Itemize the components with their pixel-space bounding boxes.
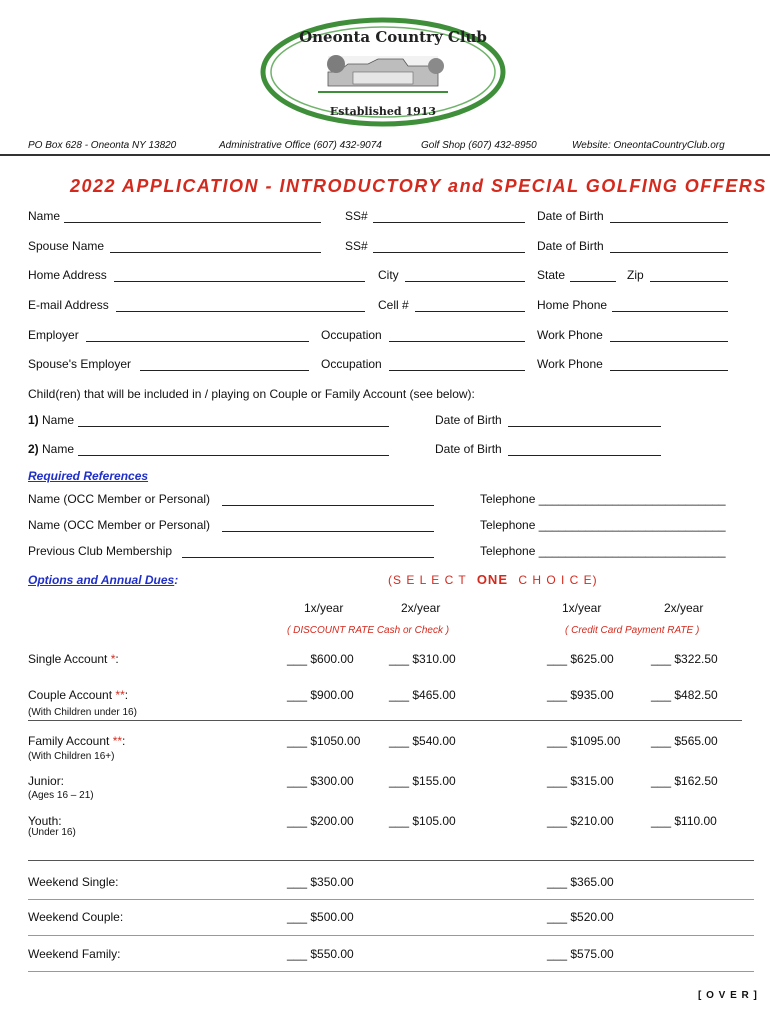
option-family-2x-discount[interactable]: ___ $540.00 [389, 734, 456, 748]
ref2-label: Name (OCC Member or Personal) [28, 518, 211, 532]
row-divider [28, 935, 754, 936]
employer-label: Employer [28, 328, 79, 342]
option-single-1x-credit[interactable]: ___ $625.00 [547, 652, 614, 666]
zip-field[interactable] [650, 281, 728, 282]
row-divider [28, 720, 742, 721]
row-label-colon: : [124, 688, 129, 702]
option-couple-2x-discount[interactable]: ___ $465.00 [389, 688, 456, 702]
previous-club-label: Previous Club Membership [28, 544, 173, 558]
option-youth-2x-discount[interactable]: ___ $105.00 [389, 814, 456, 828]
row-label-mark: ** [115, 688, 125, 702]
dob2-field[interactable] [610, 252, 728, 253]
row-sublabel: (Ages 16 – 21) [28, 790, 94, 801]
zip-label: Zip [627, 268, 644, 282]
logo-name-text: Oneonta Country Club [299, 28, 487, 46]
name-label: Name [28, 209, 61, 223]
option-junior-2x-credit[interactable]: ___ $162.50 [651, 774, 718, 788]
employer-field[interactable] [86, 341, 309, 342]
child2-number: 2) [28, 442, 39, 456]
options-heading-text: Options and Annual Dues [28, 573, 175, 587]
dob1-label: Date of Birth [537, 209, 604, 223]
option-youth-2x-credit[interactable]: ___ $110.00 [651, 814, 717, 828]
option-single-1x-discount[interactable]: ___ $600.00 [287, 652, 354, 666]
spouse-employer-field[interactable] [140, 370, 309, 371]
children-intro: Child(ren) that will be included in / playing on Couple or Family Account (see below): [28, 387, 475, 401]
header-website: Website: OneontaCountryClub.org [572, 140, 725, 151]
ref1-telephone[interactable]: Telephone ____________________________ [480, 492, 726, 506]
work-phone2-label: Work Phone [537, 357, 603, 371]
row-label: Youth: [28, 814, 62, 828]
ref2-field[interactable] [222, 531, 434, 532]
row-label-colon: : [115, 652, 119, 666]
previous-club-field[interactable] [182, 557, 434, 558]
occupation1-label: Occupation [321, 328, 382, 342]
row-label-mark: ** [112, 734, 123, 748]
row-divider [28, 899, 754, 900]
ref1-label: Name (OCC Member or Personal) [28, 492, 211, 506]
option-family-1x-credit[interactable]: ___ $1095.00 [547, 734, 621, 748]
option-couple-1x-discount[interactable]: ___ $900.00 [287, 688, 354, 702]
option-junior-2x-discount[interactable]: ___ $155.00 [389, 774, 456, 788]
option-single-2x-discount[interactable]: ___ $310.00 [389, 652, 456, 666]
ss1-label: SS# [345, 209, 368, 223]
email-label: E-mail Address [28, 298, 109, 312]
work-phone1-field[interactable] [610, 341, 728, 342]
row-sublabel: (With Children 16+) [28, 751, 115, 762]
option-couple-1x-credit[interactable]: ___ $935.00 [547, 688, 614, 702]
header-po-box: PO Box 628 - Oneonta NY 13820 [28, 140, 177, 151]
ref2-telephone[interactable]: Telephone ____________________________ [480, 518, 726, 532]
discount-rate-note: ( DISCOUNT RATE Cash or Check ) [287, 625, 450, 636]
row-sublabel: (Under 16) [28, 827, 76, 838]
option-youth-1x-credit[interactable]: ___ $210.00 [547, 814, 614, 828]
child2-name-field[interactable] [78, 455, 389, 456]
select-text-c: C H O I C E) [518, 573, 598, 587]
over-indicator: [ O V E R ] [698, 990, 758, 1001]
option-junior-1x-credit[interactable]: ___ $315.00 [547, 774, 614, 788]
state-label: State [537, 268, 566, 282]
child1-number: 1) [28, 413, 39, 427]
option-weekend-single-discount[interactable]: ___ $350.00 [287, 875, 354, 889]
dob1-field[interactable] [610, 222, 728, 223]
dob2-label: Date of Birth [537, 239, 604, 253]
option-weekend-couple-credit[interactable]: ___ $520.00 [547, 910, 614, 924]
option-couple-2x-credit[interactable]: ___ $482.50 [651, 688, 718, 702]
cell-label: Cell # [378, 298, 409, 312]
home-phone-field[interactable] [612, 311, 728, 312]
row-label [28, 688, 128, 702]
row-label [28, 652, 119, 666]
spouse-name-label: Spouse Name [28, 239, 105, 253]
city-field[interactable] [405, 281, 525, 282]
select-text-b: ONE [476, 572, 508, 587]
option-weekend-single-credit[interactable]: ___ $365.00 [547, 875, 614, 889]
child1-name-field[interactable] [78, 426, 389, 427]
option-weekend-couple-discount[interactable]: ___ $500.00 [287, 910, 354, 924]
logo-established: Established 1913 [329, 105, 437, 118]
options-heading [28, 573, 178, 587]
work-phone2-field[interactable] [610, 370, 728, 371]
row-label: Junior: [28, 774, 65, 788]
option-family-1x-discount[interactable]: ___ $1050.00 [287, 734, 361, 748]
references-heading: Required References [28, 469, 149, 483]
ref1-field[interactable] [222, 505, 434, 506]
email-field[interactable] [116, 311, 365, 312]
child2-dob-field[interactable] [508, 455, 661, 456]
home-address-field[interactable] [114, 281, 365, 282]
row-label: Weekend Couple: [28, 910, 124, 924]
child2-dob-label: Date of Birth [435, 442, 502, 456]
row-label-mark: * [110, 652, 116, 666]
ss2-label: SS# [345, 239, 368, 253]
name-field[interactable] [64, 222, 321, 223]
state-field[interactable] [570, 281, 616, 282]
option-weekend-family-discount[interactable]: ___ $550.00 [287, 947, 354, 961]
credit-rate-note: ( Credit Card Payment RATE ) [565, 625, 700, 636]
row-label: Weekend Family: [28, 947, 121, 961]
cell-field[interactable] [415, 311, 525, 312]
home-address-label: Home Address [28, 268, 107, 282]
row-label [28, 734, 125, 748]
occupation2-field[interactable] [389, 370, 525, 371]
spouse-name-field[interactable] [110, 252, 321, 253]
spouse-employer-label: Spouse's Employer [28, 357, 132, 371]
city-label: City [378, 268, 399, 282]
option-weekend-family-credit[interactable]: ___ $575.00 [547, 947, 614, 961]
col-2x-credit: 2x/year [664, 601, 704, 615]
row-label-text: Couple Account [28, 688, 116, 702]
row-label-colon: : [122, 734, 126, 748]
child1-name-label: Name [42, 413, 75, 427]
ss1-field[interactable] [373, 222, 525, 223]
child1-dob-field[interactable] [508, 426, 661, 427]
col-1x-discount: 1x/year [304, 601, 344, 615]
col-1x-credit: 1x/year [562, 601, 602, 615]
option-youth-1x-discount[interactable]: ___ $200.00 [287, 814, 354, 828]
col-2x-discount: 2x/year [401, 601, 441, 615]
select-one-choice [388, 572, 598, 587]
child1-dob-label: Date of Birth [435, 413, 502, 427]
page-title: 2022 APPLICATION - INTRODUCTORY and SPECIAL GOLFING OFFERS [70, 176, 767, 196]
select-text-a: (S E L E C T [388, 573, 467, 587]
section-divider [28, 860, 754, 861]
home-phone-label: Home Phone [537, 298, 608, 312]
options-heading-colon: : [174, 573, 179, 587]
row-label-text: Family Account [28, 734, 113, 748]
header-golf-shop: Golf Shop (607) 432-8950 [421, 140, 537, 151]
ref3-telephone[interactable]: Telephone ____________________________ [480, 544, 726, 558]
header-admin-office: Administrative Office (607) 432-9074 [219, 140, 382, 151]
child2-name-label: Name [42, 442, 75, 456]
row-label: Weekend Single: [28, 875, 119, 889]
option-single-2x-credit[interactable]: ___ $322.50 [651, 652, 718, 666]
row-sublabel: (With Children under 16) [28, 707, 137, 718]
option-junior-1x-discount[interactable]: ___ $300.00 [287, 774, 354, 788]
option-family-2x-credit[interactable]: ___ $565.00 [651, 734, 718, 748]
work-phone1-label: Work Phone [537, 328, 603, 342]
ss2-field[interactable] [373, 252, 525, 253]
occupation2-label: Occupation [321, 357, 382, 371]
row-label-text: Single Account [28, 652, 111, 666]
header-rule [0, 154, 770, 156]
row-divider [28, 971, 754, 972]
occupation1-field[interactable] [389, 341, 525, 342]
